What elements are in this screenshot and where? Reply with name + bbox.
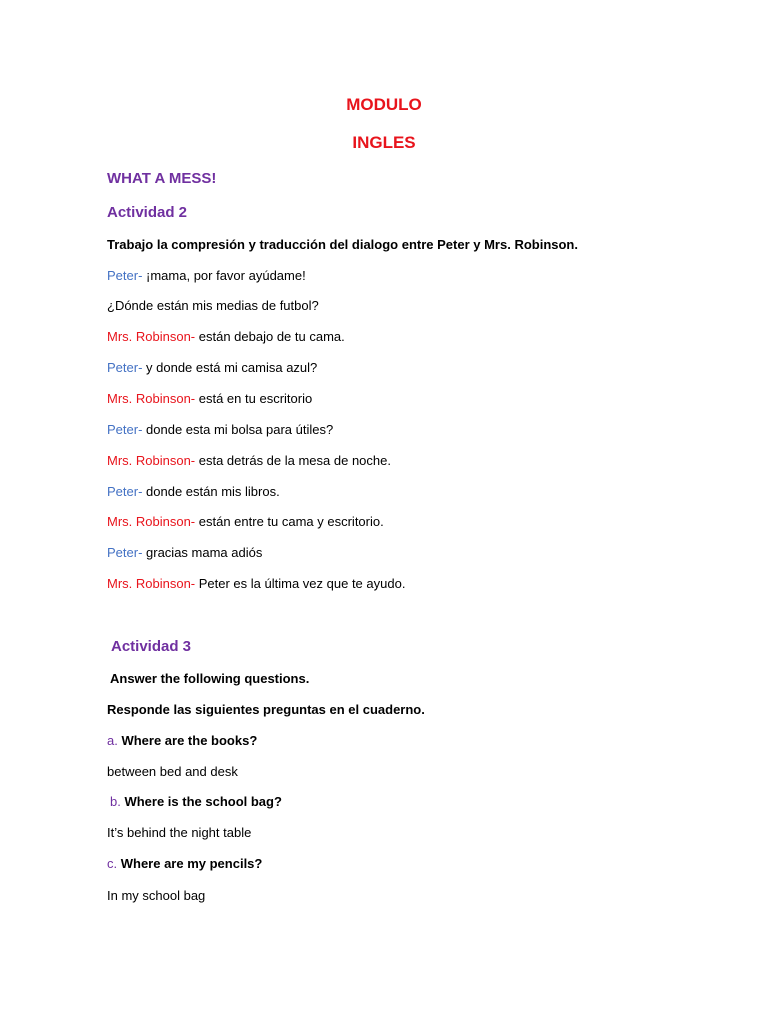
question-letter: a. <box>107 733 118 748</box>
speaker-mrs-robinson: Mrs. Robinson- <box>107 329 196 344</box>
dialogue-line <box>107 544 262 562</box>
dialogue-text: Peter es la última vez que te ayudo. <box>195 576 406 591</box>
question-text: Where is the school bag? <box>120 794 282 809</box>
speaker-peter: Peter- <box>107 545 143 560</box>
dialogue-text: ¡mama, por favor ayúdame! <box>142 268 306 283</box>
document-subtitle: INGLES <box>352 133 416 152</box>
dialogue-text: están entre tu cama y escritorio. <box>195 514 384 529</box>
question-letter: c. <box>107 856 118 871</box>
speaker-peter: Peter- <box>107 360 143 375</box>
activity3-instruction-es: Responde las siguientes preguntas en el cuaderno. <box>107 702 425 717</box>
question-item <box>107 855 262 873</box>
section-heading: WHAT A MESS! <box>107 170 217 187</box>
dialogue-line <box>107 421 333 439</box>
dialogue-line <box>107 513 384 531</box>
dialogue-line <box>107 452 391 470</box>
activity3-instruction-en: Answer the following questions. <box>110 671 310 686</box>
dialogue-line <box>107 267 306 285</box>
speaker-peter: Peter- <box>107 484 143 499</box>
dialogue-line <box>107 483 280 501</box>
speaker-peter: Peter- <box>107 268 143 283</box>
question-text: Where are the books? <box>117 733 258 748</box>
dialogue-line <box>107 359 317 377</box>
dialogue-line <box>107 390 312 408</box>
dialogue-text: está en tu escritorio <box>195 391 313 406</box>
activity2-instruction: Trabajo la compresión y traducción del dialogo entre Peter y Mrs. Robinson. <box>107 237 578 252</box>
dialogue-text: gracias mama adiós <box>142 545 263 560</box>
answer-text: It’s behind the night table <box>107 825 252 840</box>
dialogue-text: y donde está mi camisa azul? <box>142 360 318 375</box>
dialogue-text: donde esta mi bolsa para útiles? <box>142 422 334 437</box>
speaker-peter: Peter- <box>107 422 143 437</box>
question-letter: b. <box>110 794 121 809</box>
speaker-mrs-robinson: Mrs. Robinson- <box>107 514 196 529</box>
answer-text: between bed and desk <box>107 764 238 779</box>
dialogue-line <box>107 575 405 593</box>
answer-text: In my school bag <box>107 888 206 903</box>
activity2-heading: Actividad 2 <box>107 204 188 221</box>
question-text: Where are my pencils? <box>117 856 263 871</box>
dialogue-text: esta detrás de la mesa de noche. <box>195 453 391 468</box>
question-item <box>110 793 282 811</box>
dialogue-line <box>107 297 319 315</box>
dialogue-line <box>107 328 345 346</box>
dialogue-text: donde están mis libros. <box>142 484 280 499</box>
dialogue-text: están debajo de tu cama. <box>195 329 345 344</box>
speaker-mrs-robinson: Mrs. Robinson- <box>107 576 196 591</box>
question-item <box>107 732 257 750</box>
speaker-mrs-robinson: Mrs. Robinson- <box>107 391 196 406</box>
speaker-mrs-robinson: Mrs. Robinson- <box>107 453 196 468</box>
dialogue-text: ¿Dónde están mis medias de futbol? <box>107 298 319 313</box>
document-title: MODULO <box>346 95 422 114</box>
activity3-heading: Actividad 3 <box>111 638 192 655</box>
